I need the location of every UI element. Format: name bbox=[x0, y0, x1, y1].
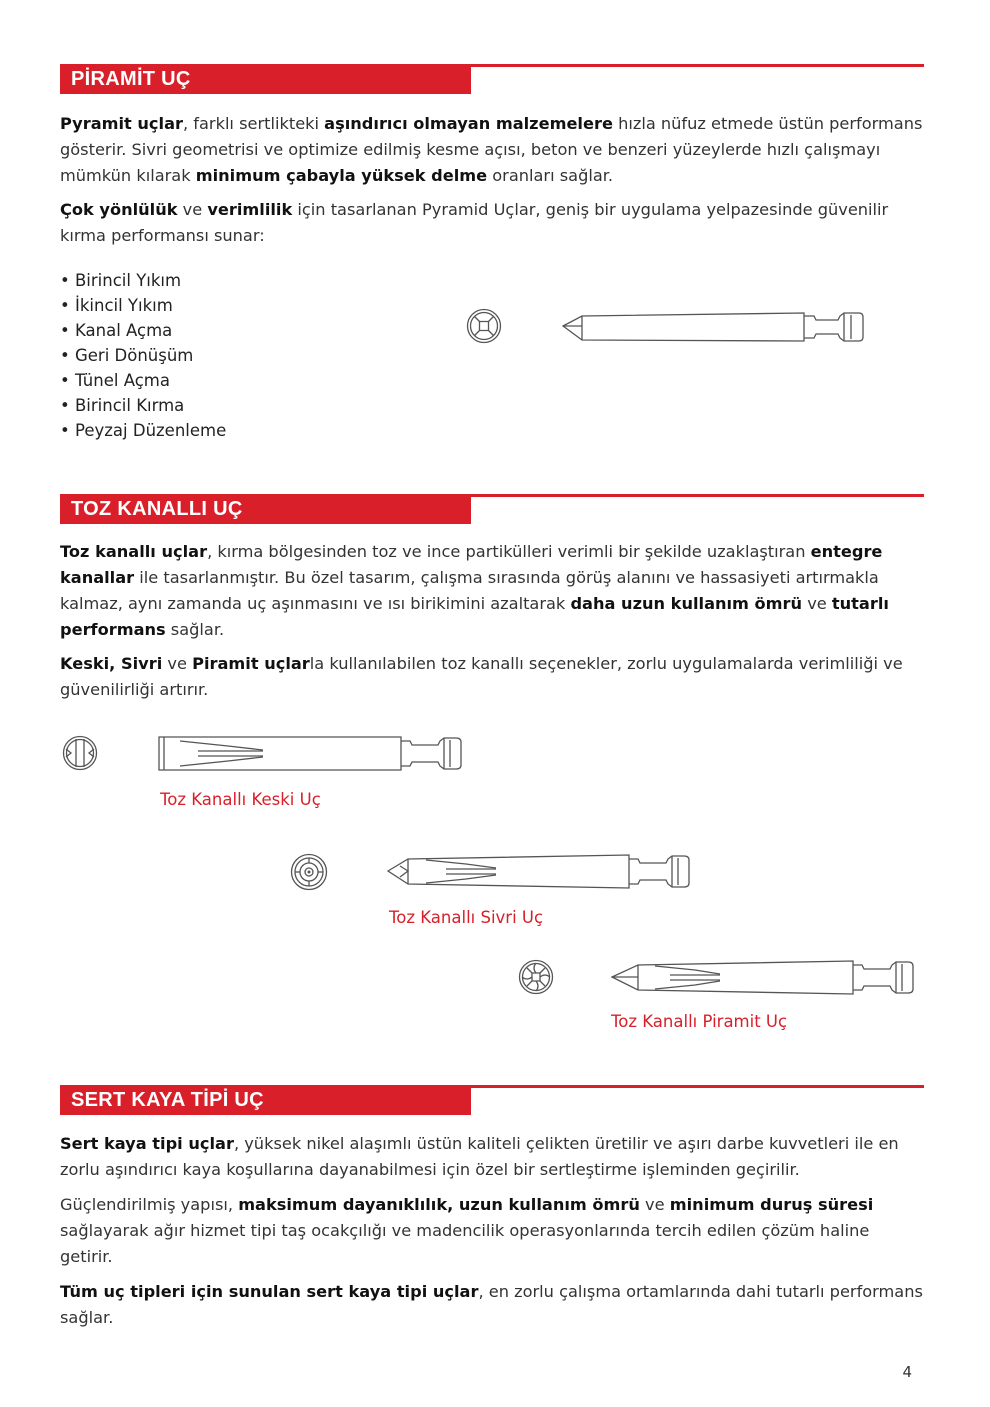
chisel-end-view-icon bbox=[62, 735, 98, 771]
paragraph bbox=[60, 1279, 926, 1331]
list-item: • Peyzaj Düzenleme bbox=[60, 418, 226, 443]
emphasis-text: maksimum dayanıklılık, uzun kullanım ömrü bbox=[238, 1195, 640, 1214]
body-text: ve bbox=[177, 200, 208, 219]
dust-channel-pyramid-bit-icon bbox=[610, 960, 916, 996]
caption-point: Toz Kanallı Sivri Uç bbox=[389, 908, 544, 927]
point-end-view-icon bbox=[290, 853, 328, 891]
emphasis-text: daha uzun kullanım ömrü bbox=[570, 594, 803, 613]
section-header-pyramid bbox=[60, 64, 924, 94]
list-item: • Birincil Yıkım bbox=[60, 268, 226, 293]
emphasis-text: aşındırıcı olmayan malzemelere bbox=[324, 114, 613, 133]
emphasis-text: Keski, Sivri bbox=[60, 654, 163, 673]
section-header-dust bbox=[60, 494, 924, 524]
body-text: ve bbox=[162, 654, 193, 673]
paragraph bbox=[60, 1192, 926, 1270]
section-title: PİRAMİT UÇ bbox=[60, 64, 471, 94]
body-text: oranları sağlar. bbox=[487, 166, 614, 185]
emphasis-text: Sert kaya tipi uçlar bbox=[60, 1134, 234, 1153]
pyramid-tip-end-view-icon bbox=[466, 308, 502, 344]
paragraph bbox=[60, 651, 926, 703]
body-text: hızla nüfuz etmede üstün performans gösterir. Sivri geometrisi ve optimize edilmiş kesme açısı, beton ve benzeri yüzeylerde hızlı çalışmayı mümkün kılarak bbox=[60, 114, 923, 185]
caption-chisel: Toz Kanallı Keski Uç bbox=[160, 790, 321, 809]
pyramid-end-view-icon bbox=[518, 959, 554, 995]
section-title: SERT KAYA TİPİ UÇ bbox=[60, 1085, 471, 1115]
body-text: , kırma bölgesinden toz ve ince partikülleri verimli bir şekilde uzaklaştıran bbox=[207, 542, 811, 561]
paragraph bbox=[60, 111, 926, 189]
list-item: • İkincil Yıkım bbox=[60, 293, 226, 318]
pyramid-bit-side-view-icon bbox=[562, 310, 866, 344]
list-item: • Tünel Açma bbox=[60, 368, 226, 393]
list-item: • Kanal Açma bbox=[60, 318, 226, 343]
application-list bbox=[60, 268, 226, 443]
paragraph bbox=[60, 197, 926, 249]
paragraph bbox=[60, 539, 926, 643]
section-title: TOZ KANALLI UÇ bbox=[60, 494, 471, 524]
body-text: , yüksek nikel alaşımlı üstün kaliteli çelikten üretilir ve aşırı darbe kuvvetleri ile en zorlu aşındırıcı kaya koşullarına dayanabilmesi için özel bir sertleştirme işleminden geçirilir. bbox=[60, 1134, 899, 1179]
body-text: , farklı sertlikteki bbox=[183, 114, 325, 133]
list-item: • Birincil Kırma bbox=[60, 393, 226, 418]
list-item: • Geri Dönüşüm bbox=[60, 343, 226, 368]
emphasis-text: Tüm uç tipleri için sunulan sert kaya tipi uçlar bbox=[60, 1282, 479, 1301]
body-text: sağlar. bbox=[165, 620, 225, 639]
page-number: 4 bbox=[902, 1363, 912, 1381]
body-text: ile tasarlanmıştır. Bu özel tasarım, çalışma sırasında görüş alanını ve hassasiyeti artırmakla kalmaz, aynı zamanda uç aşınmasını ve ısı birikimini azaltarak bbox=[60, 568, 879, 613]
emphasis-text: verimlilik bbox=[207, 200, 293, 219]
emphasis-text: entegre kanallar bbox=[60, 542, 883, 587]
paragraph bbox=[60, 1131, 926, 1183]
body-text: ve bbox=[802, 594, 832, 613]
body-text: Güçlendirilmiş yapısı, bbox=[60, 1195, 239, 1214]
emphasis-text: minimum duruş süresi bbox=[669, 1195, 874, 1214]
emphasis-text: Piramit uçlar bbox=[192, 654, 310, 673]
emphasis-text: Çok yönlülük bbox=[60, 200, 178, 219]
body-text: la kullanılabilen toz kanallı seçenekler, zorlu uygulamalarda verimliliği ve güvenilirliği artırır. bbox=[60, 654, 903, 699]
emphasis-text: tutarlı performans bbox=[60, 594, 889, 639]
caption-pyramid: Toz Kanallı Piramit Uç bbox=[611, 1012, 788, 1031]
body-text: , en zorlu çalışma ortamlarında dahi tutarlı performans sağlar. bbox=[60, 1282, 923, 1327]
body-text: için tasarlanan Pyramid Uçlar, geniş bir uygulama yelpazesinde güvenilir kırma performansı sunar: bbox=[60, 200, 889, 245]
emphasis-text: Toz kanallı uçlar bbox=[60, 542, 208, 561]
dust-channel-chisel-bit-icon bbox=[158, 736, 464, 772]
body-text: sağlayarak ağır hizmet tipi taş ocakçılığı ve madencilik operasyonlarında tercih edilen çözüm haline getirir. bbox=[60, 1221, 870, 1266]
body-text: ve bbox=[639, 1195, 670, 1214]
emphasis-text: Pyramit uçlar bbox=[60, 114, 183, 133]
dust-channel-point-bit-icon bbox=[386, 854, 692, 890]
section-header-hard-rock bbox=[60, 1085, 924, 1115]
emphasis-text: minimum çabayla yüksek delme bbox=[195, 166, 488, 185]
